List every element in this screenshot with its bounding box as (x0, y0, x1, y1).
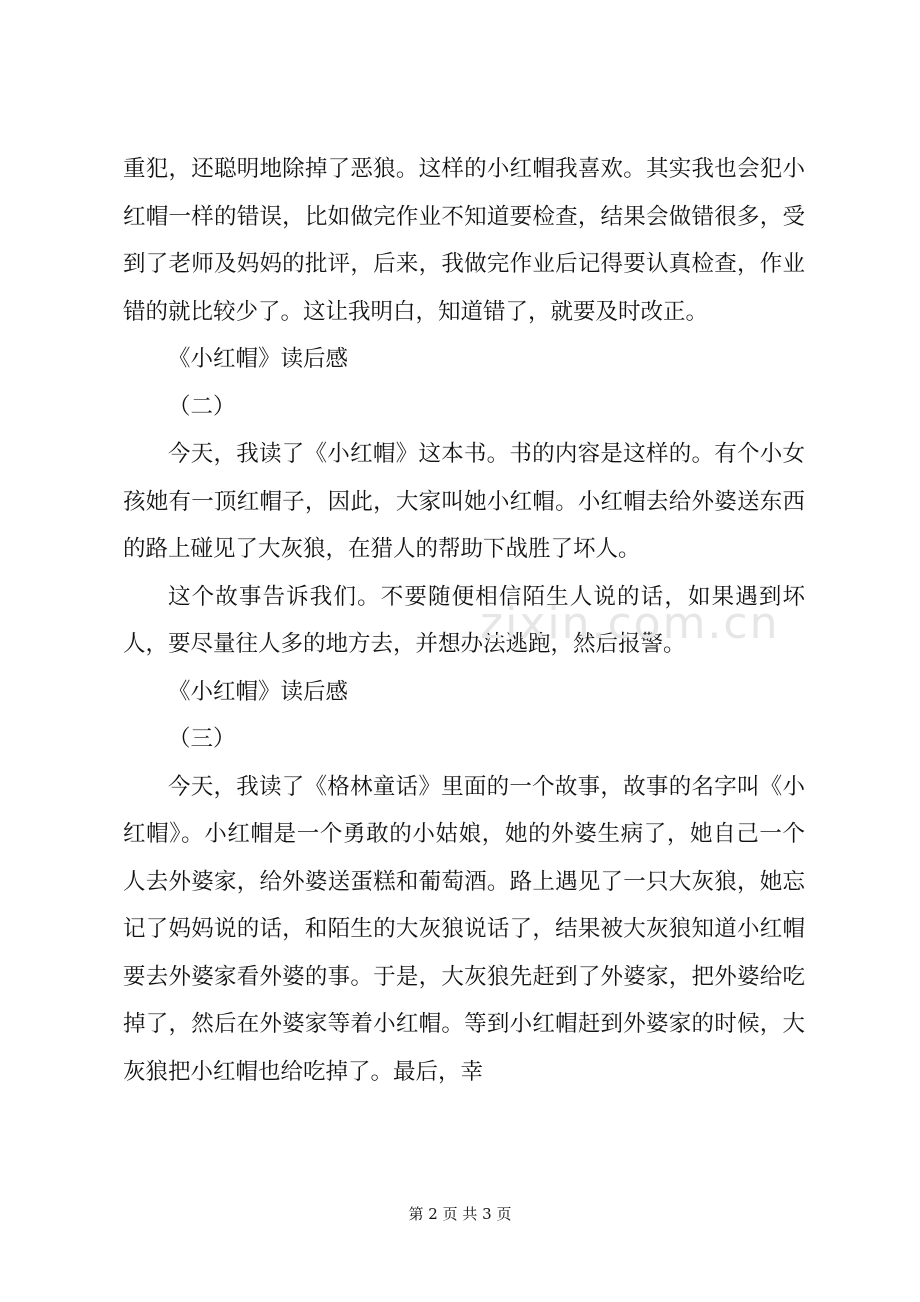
watermark: zixin.com.cn (480, 598, 780, 649)
essay-number-2: （二） (168, 393, 236, 420)
page-footer: 第 2 页 共 3 页 (408, 1205, 512, 1223)
paragraph: 今天，我读了《格林童话》里面的一个故事，故事的名字叫《小红帽》。小红帽是一个勇敢的小姑娘，她的外婆生病了，她自己一个人去外婆家，给外婆送蛋糕和葡萄酒。路上遇见了一只大灰狼，她忘记了妈妈说的话，和陌生的大灰狼说话了，结果被大灰狼知道小红帽要去外婆家看外婆的事。于是，大灰狼先赶到了外婆家，把外婆给吃掉了，然后在外婆家等着小红帽。等到小红帽赶到外婆家的时候，大灰狼把小红帽也给吃掉了。最后，幸 (123, 773, 805, 1085)
essay-number-3: （三） (168, 726, 236, 752)
paragraph: 今天，我读了《小红帽》这本书。书的内容是这样的。有个小女孩她有一顶红帽子，因此，大家叫她小红帽。小红帽去给外婆送东西的路上碰见了大灰狼，在猎人的帮助下战胜了坏人。 (123, 441, 805, 562)
paragraph: 这个故事告诉我们。不要随便相信陌生人说的话，如果遇到坏人，要尽量往人多的地方去，并想办法逃跑，然后报警。 (123, 583, 805, 657)
essay-title-3: 《小红帽》读后感 (168, 678, 349, 705)
paragraph-continued: 重犯，还聪明地除掉了恶狼。这样的小红帽我喜欢。其实我也会犯小红帽一样的错误，比如做完作业不知道要检查，结果会做错很多，受到了老师及妈妈的批评，后来，我做完作业后记得要认真检查，作业错的就比较少了。这让我明白，知道错了，就要及时改正。 (123, 156, 805, 325)
essay-title-2: 《小红帽》读后感 (168, 346, 349, 372)
